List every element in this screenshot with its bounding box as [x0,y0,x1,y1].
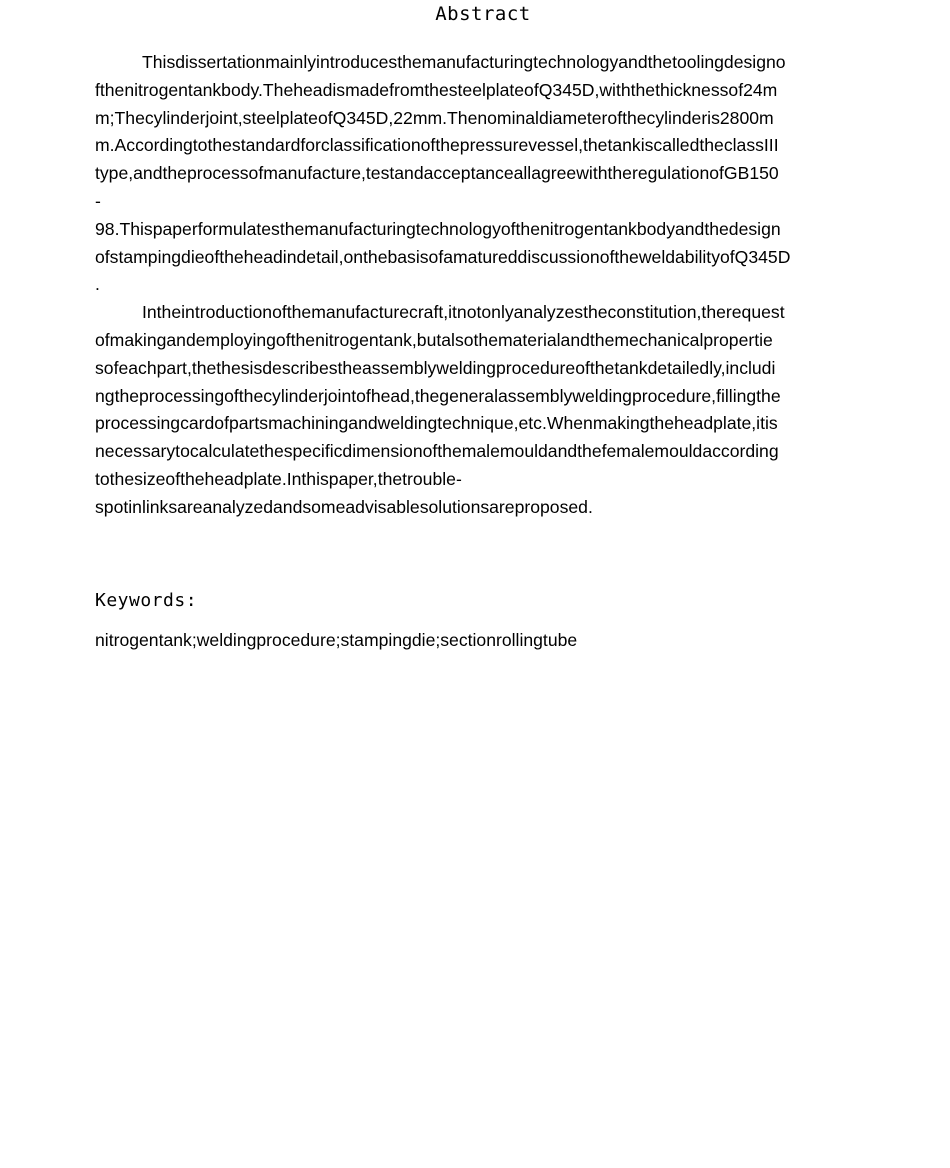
paragraph-line: 98.Thispaperformulatesthemanufacturingtechnologyofthenitrogentankbodyandthedesign [95,218,781,239]
paragraph-line: tothesizeoftheheadplate.Inthispaper,thetrouble- [95,468,462,489]
paragraph-line: ofmakingandemployingofthenitrogentank,butalsothematerialandthemechanicalpropertie [95,329,773,350]
paragraph-line: type,andtheprocessofmanufacture,testandacceptanceallagreewiththeregulationofGB150 [95,163,779,184]
paragraph-line: Intheintroductionofthemanufacturecraft,itnotonlyanalyzestheconstitution,therequest [142,302,785,323]
paragraph-line: sofeachpart,thethesisdescribestheassemblyweldingprocedureofthetankdetailedly,includi [95,357,776,378]
paragraph-line: - [95,190,101,211]
paragraph-line: fthenitrogentankbody.TheheadismadefromthesteelplateofQ345D,withthethicknessof24m [95,79,778,100]
paragraph-line: processingcardofpartsmachiningandweldingtechnique,etc.Whenmakingtheheadplate,itis [95,413,778,434]
paragraph-line: spotinlinksareanalyzedandsomeadvisablesolutionsareproposed. [95,496,593,517]
paragraph-line: m;Thecylinderjoint,steelplateofQ345D,22mm.Thenominaldiameterofthecylinderis2800m [95,107,774,128]
abstract-paragraph-1 [95,49,871,299]
paragraph-line: Thisdissertationmainlyintroducesthemanufacturingtechnologyandthetoolingdesigno [142,52,786,72]
abstract-paragraph-2 [95,299,871,521]
paragraph-line: ngtheprocessingofthecylinderjointofhead,thegeneralassemblyweldingprocedure,fillingthe [95,385,781,406]
paragraph-line: m.Accordingtothestandardforclassificationofthepressurevessel,thetankiscalledtheclassIII [95,135,779,156]
abstract-title: Abstract [435,3,531,25]
paragraph-line: . [95,274,100,295]
abstract-body [95,49,871,522]
keywords-label: Keywords: [95,590,198,611]
paragraph-line: necessarytocalculatethespecificdimensionofthemalemouldandthefemalemouldaccording [95,441,779,462]
keywords-list: nitrogentank;weldingprocedure;stampingdie;sectionrollingtube [95,630,578,650]
paragraph-line: ofstampingdieoftheheadindetail,onthebasisofamatureddiscussionoftheweldabilityofQ345D [95,246,791,267]
